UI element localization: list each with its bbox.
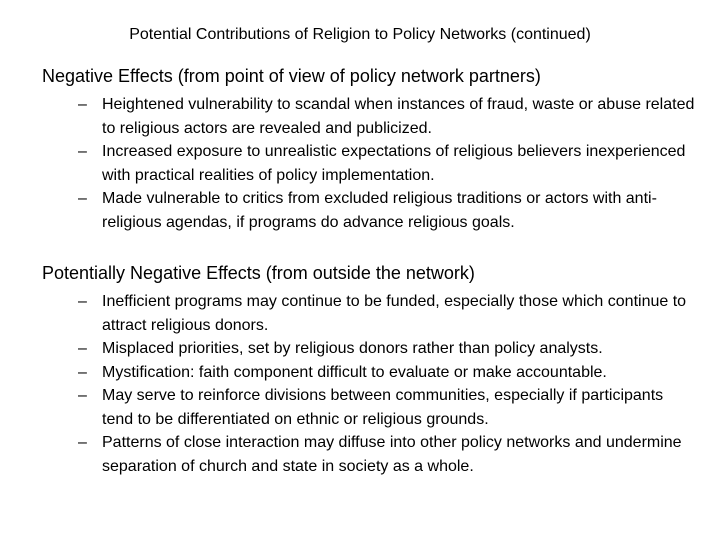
list-item-text: Increased exposure to unrealistic expectations of religious believers inexperienced with practical realities of policy implementation. — [102, 143, 686, 184]
list-item — [78, 384, 698, 431]
list-item — [78, 431, 698, 478]
list-item-text: Misplaced priorities, set by religious donors rather than policy analysts. — [102, 340, 603, 357]
list-item — [78, 290, 698, 337]
bullet-list-negative-effects — [78, 93, 698, 234]
list-item-text: Patterns of close interaction may diffuse into other policy networks and undermine separation of church and state in society as a whole. — [102, 434, 682, 475]
list-item — [78, 337, 698, 361]
list-item — [78, 140, 698, 187]
section-heading-potentially-negative-effects: Potentially Negative Effects (from outside the network) — [42, 263, 475, 283]
bullet-dash: – — [78, 143, 87, 160]
slide-title: Potential Contributions of Religion to Policy Networks (continued) — [129, 26, 591, 43]
bullet-dash: – — [78, 190, 87, 207]
bullet-dash: – — [78, 387, 87, 404]
bullet-dash: – — [78, 293, 87, 310]
list-item — [78, 93, 698, 140]
list-item-text: Heightened vulnerability to scandal when instances of fraud, waste or abuse related to religious actors are revealed and publicized. — [102, 96, 695, 137]
list-item — [78, 361, 698, 385]
list-item-text: Made vulnerable to critics from excluded religious traditions or actors with anti-religious agendas, if programs do advance religious goals. — [102, 190, 657, 231]
list-item-text: Inefficient programs may continue to be funded, especially those which continue to attract religious donors. — [102, 293, 687, 334]
list-item — [78, 187, 698, 234]
list-item-text: Mystification: faith component difficult to evaluate or make accountable. — [102, 363, 607, 381]
section-heading-negative-effects: Negative Effects (from point of view of policy network partners) — [42, 66, 541, 86]
bullet-dash: – — [78, 96, 87, 113]
bullet-dash: – — [78, 363, 87, 381]
bullet-dash: – — [78, 434, 87, 451]
bullet-dash: – — [78, 340, 87, 357]
bullet-list-potentially-negative-effects — [78, 290, 698, 478]
list-item-text: May serve to reinforce divisions between communities, especially if participants tend to be differentiated on ethnic or religious grounds. — [102, 387, 664, 428]
